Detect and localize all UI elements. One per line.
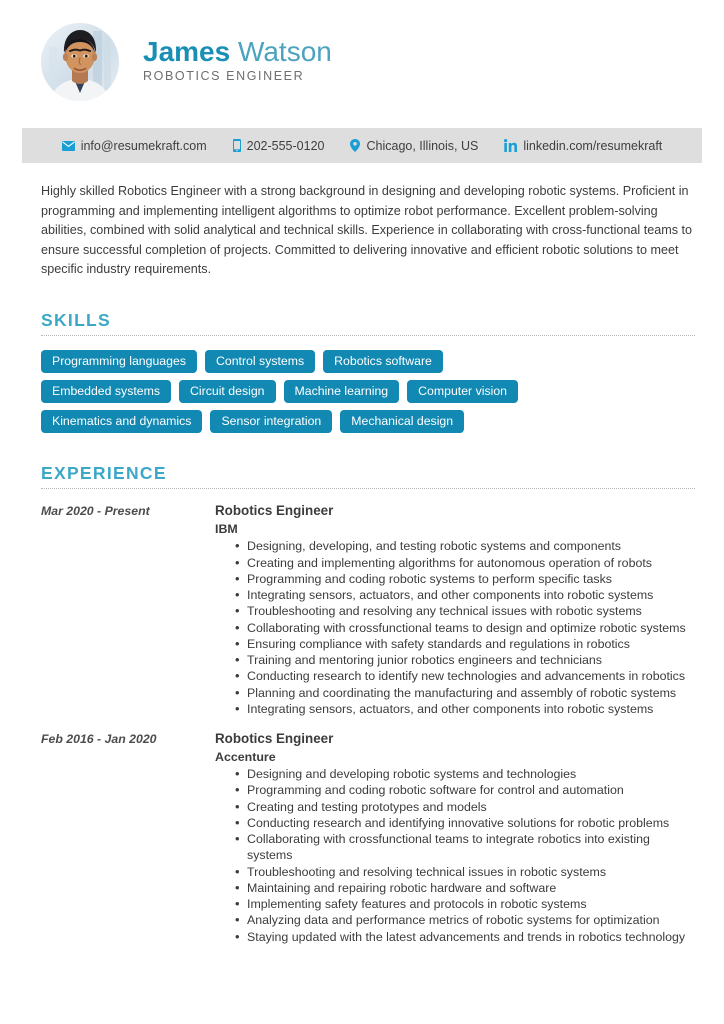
experience-bullet: • Designing, developing, and testing robotic systems and components [235,538,695,554]
contact-phone[interactable] [233,139,325,153]
contact-bar [22,128,702,163]
contact-email[interactable] [62,139,207,153]
experience-section-title: EXPERIENCE [41,463,167,484]
experience-bullet: • Creating and testing prototypes and models [235,799,695,815]
experience-details [215,731,695,945]
experience-bullets [215,766,695,945]
experience-bullet: • Analyzing data and performance metrics of robotic systems for optimization [235,912,695,928]
skill-pill: Robotics software [323,350,443,373]
experience-bullet: • Troubleshooting and resolving technical issues in robotic systems [235,864,695,880]
experience-company: Accenture [215,750,276,765]
contact-location[interactable] [350,139,478,153]
skill-pill: Machine learning [284,380,400,403]
experience-entry [41,731,695,945]
experience-bullet: • Creating and implementing algorithms for autonomous operation of robots [235,555,695,571]
experience-bullet: • Programming and coding robotic systems to perform specific tasks [235,571,695,587]
contact-phone-text: 202-555-0120 [246,138,325,153]
experience-company: IBM [215,522,238,537]
skills-list [41,350,571,434]
full-name [143,37,332,66]
name-block [143,37,332,87]
experience-bullet: • Maintaining and repairing robotic hardware and software [235,880,695,896]
experience-bullet: • Ensuring compliance with safety standards and regulations in robotics [235,636,695,652]
skill-pill: Embedded systems [41,380,171,403]
job-role: ROBOTICS ENGINEER [143,69,305,84]
experience-bullet: • Designing and developing robotic systems and technologies [235,766,695,782]
skill-pill: Control systems [205,350,315,373]
experience-bullet: • Integrating sensors, actuators, and other components into robotic systems [235,701,695,717]
last-name: Watson [237,35,332,67]
experience-job-title: Robotics Engineer [215,731,334,747]
skill-pill: Programming languages [41,350,197,373]
contact-location-text: Chicago, Illinois, US [366,138,479,153]
contact-linkedin[interactable] [504,139,662,153]
skills-section-title: SKILLS [41,309,112,330]
location-pin-icon [350,139,360,152]
skill-pill: Computer vision [407,380,518,403]
experience-bullet: • Planning and coordinating the manufacturing and assembly of robotic systems [235,685,695,701]
resume-body [41,182,695,959]
experience-bullet: • Conducting research and identifying innovative solutions for robotic problems [235,815,695,831]
experience-section [41,463,695,945]
experience-entry [41,503,695,717]
envelope-icon [62,141,75,151]
experience-bullet: • Programming and coding robotic software for control and automation [235,782,695,798]
experience-bullet: • Training and mentoring junior robotics engineers and technicians [235,652,695,668]
skill-pill: Kinematics and dynamics [41,410,202,433]
experience-details [215,503,695,717]
experience-divider [41,488,695,489]
experience-bullet: • Conducting research to identify new technologies and advancements in robotics [235,668,695,684]
resume-header [0,0,724,100]
phone-icon [233,139,241,152]
experience-bullet: • Collaborating with crossfunctional teams to design and optimize robotic systems [235,620,695,636]
contact-linkedin-text: linkedin.com/resumekraft [523,138,663,153]
experience-job-title: Robotics Engineer [215,503,334,519]
avatar [41,23,119,101]
experience-bullet: • Staying updated with the latest advancements and trends in robotics technology [235,929,695,945]
profile-photo-icon [41,23,119,101]
contact-email-text: info@resumekraft.com [80,138,207,153]
experience-bullet: • Integrating sensors, actuators, and other components into robotic systems [235,587,695,603]
skill-pill: Circuit design [179,380,276,403]
first-name: James [143,35,231,67]
experience-bullet: • Implementing safety features and protocols in robotic systems [235,896,695,912]
experience-bullet: • Collaborating with crossfunctional teams to integrate robotics into existing systems [235,831,695,864]
experience-bullet: • Troubleshooting and resolving any technical issues with robotic systems [235,603,695,619]
linkedin-icon [504,139,517,152]
skill-pill: Mechanical design [340,410,464,433]
skills-divider [41,335,695,336]
skill-pill: Sensor integration [210,410,332,433]
experience-date: Mar 2020 - Present [41,504,150,519]
professional-summary: Highly skilled Robotics Engineer with a strong background in designing and developing robotic systems. Proficient in programming and implementing intelligent algorithms to optimize robot performance. Excellent problem-solving abilities, combined with solid analytical and technical skills. Experience in collaborating with cross-functional teams to ensure successful completion of projects. Committed to delivering innovative and efficient robotic solutions to meet specific industry requirements. [41,184,692,277]
experience-bullets [215,538,695,717]
skills-section [41,310,695,434]
experience-date: Feb 2016 - Jan 2020 [41,732,157,747]
